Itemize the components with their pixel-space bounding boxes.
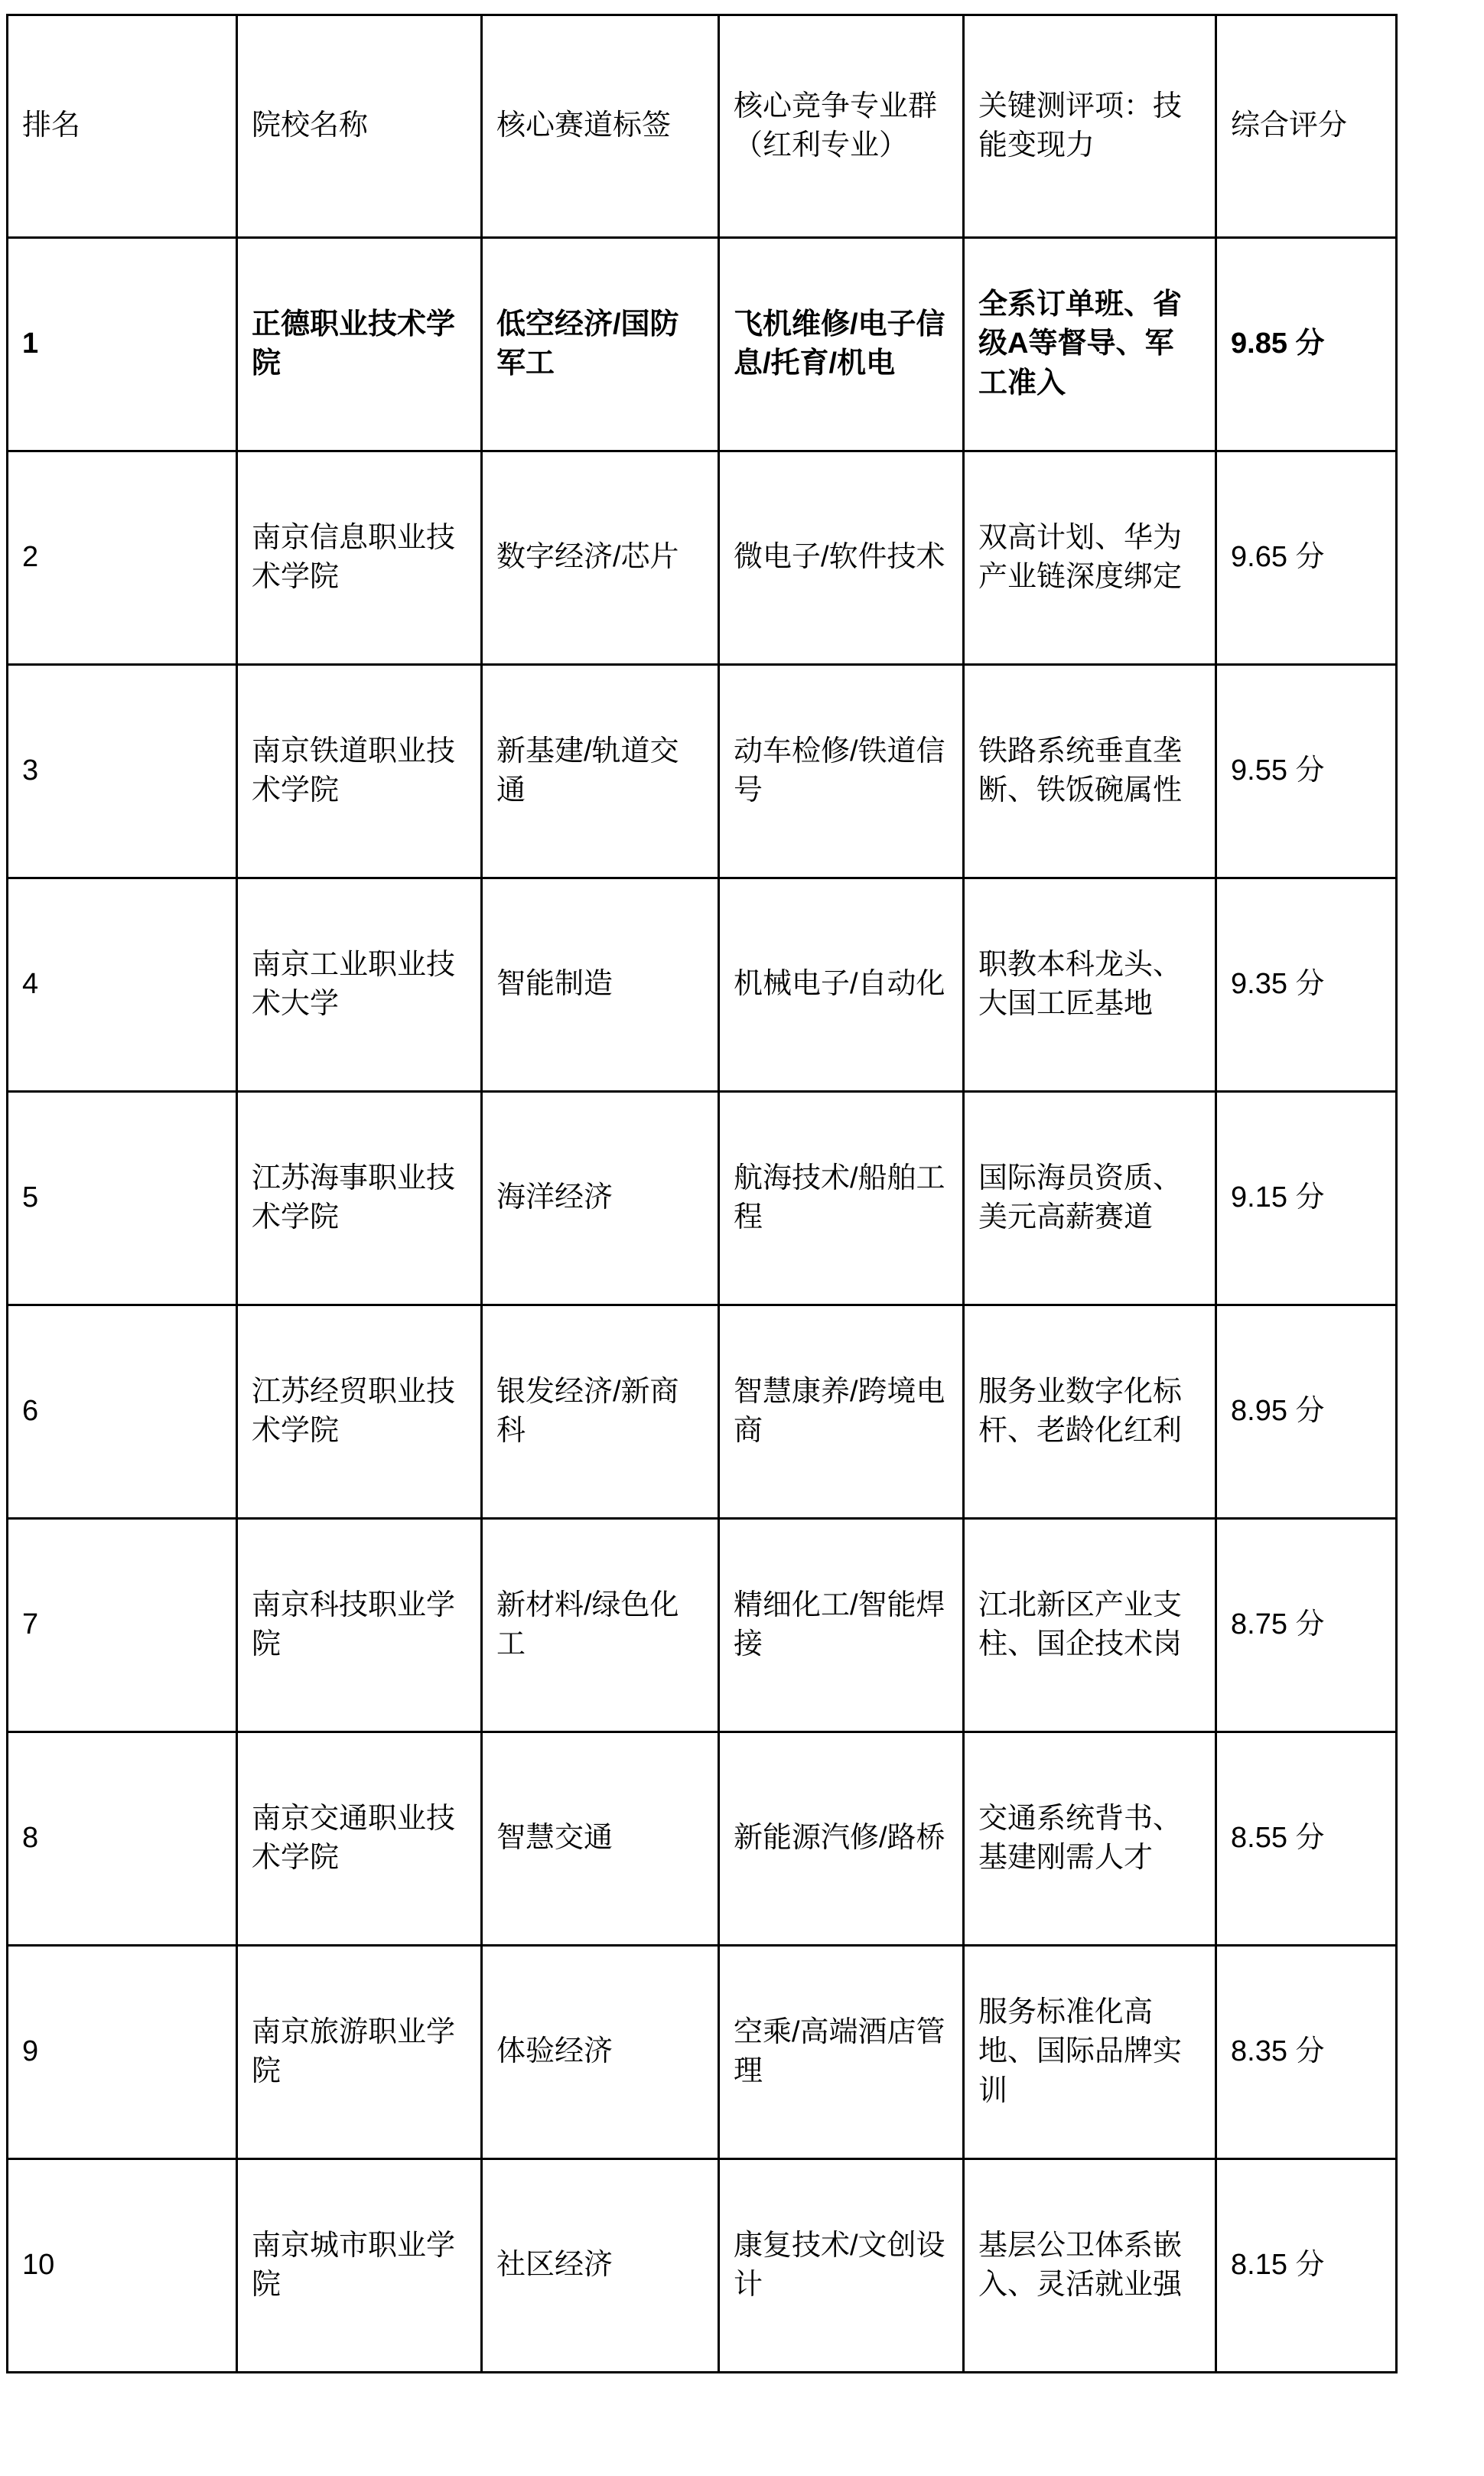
cell-school: 南京科技职业学院 [237, 1519, 482, 1732]
cell-majors: 航海技术/船舶工程 [719, 1092, 964, 1305]
cell-track: 海洋经济 [482, 1092, 719, 1305]
header-score: 综合评分 [1216, 15, 1397, 238]
cell-track: 社区经济 [482, 2159, 719, 2373]
header-majors: 核心竞争专业群（红利专业） [719, 15, 964, 238]
cell-score: 9.85 分 [1216, 238, 1397, 451]
cell-track: 低空经济/国防军工 [482, 238, 719, 451]
cell-score: 9.35 分 [1216, 878, 1397, 1092]
table-row [8, 1519, 1397, 1732]
table-row [8, 1946, 1397, 2159]
cell-rank: 1 [8, 238, 237, 451]
cell-metric: 铁路系统垂直垄断、铁饭碗属性 [964, 665, 1216, 878]
cell-score: 8.95 分 [1216, 1305, 1397, 1519]
cell-majors: 空乘/高端酒店管理 [719, 1946, 964, 2159]
cell-school: 江苏经贸职业技术学院 [237, 1305, 482, 1519]
college-ranking-table [6, 14, 1398, 2373]
table-row [8, 238, 1397, 451]
table-row [8, 878, 1397, 1092]
cell-rank: 4 [8, 878, 237, 1092]
cell-rank: 10 [8, 2159, 237, 2373]
table-row [8, 451, 1397, 665]
cell-metric: 职教本科龙头、大国工匠基地 [964, 878, 1216, 1092]
cell-school: 南京铁道职业技术学院 [237, 665, 482, 878]
cell-school: 南京信息职业技术学院 [237, 451, 482, 665]
cell-majors: 新能源汽修/路桥 [719, 1732, 964, 1946]
cell-metric: 服务标准化高地、国际品牌实训 [964, 1946, 1216, 2159]
cell-track: 新材料/绿色化工 [482, 1519, 719, 1732]
cell-rank: 9 [8, 1946, 237, 2159]
cell-metric: 国际海员资质、美元高薪赛道 [964, 1092, 1216, 1305]
table-row [8, 2159, 1397, 2373]
table-row [8, 665, 1397, 878]
header-school: 院校名称 [237, 15, 482, 238]
cell-majors: 康复技术/文创设计 [719, 2159, 964, 2373]
cell-rank: 2 [8, 451, 237, 665]
cell-school: 南京工业职业技术大学 [237, 878, 482, 1092]
cell-school: 南京交通职业技术学院 [237, 1732, 482, 1946]
cell-metric: 江北新区产业支柱、国企技术岗 [964, 1519, 1216, 1732]
cell-metric: 交通系统背书、基建刚需人才 [964, 1732, 1216, 1946]
cell-metric: 服务业数字化标杆、老龄化红利 [964, 1305, 1216, 1519]
cell-score: 9.55 分 [1216, 665, 1397, 878]
cell-majors: 智慧康养/跨境电商 [719, 1305, 964, 1519]
cell-metric: 全系订单班、省级A等督导、军工准入 [964, 238, 1216, 451]
table-header-row [8, 15, 1397, 238]
cell-majors: 微电子/软件技术 [719, 451, 964, 665]
cell-school: 正德职业技术学院 [237, 238, 482, 451]
cell-score: 8.35 分 [1216, 1946, 1397, 2159]
cell-rank: 6 [8, 1305, 237, 1519]
cell-track: 新基建/轨道交通 [482, 665, 719, 878]
cell-score: 8.55 分 [1216, 1732, 1397, 1946]
cell-rank: 8 [8, 1732, 237, 1946]
table-row [8, 1092, 1397, 1305]
cell-track: 智能制造 [482, 878, 719, 1092]
cell-track: 体验经济 [482, 1946, 719, 2159]
cell-majors: 机械电子/自动化 [719, 878, 964, 1092]
cell-score: 8.75 分 [1216, 1519, 1397, 1732]
cell-majors: 精细化工/智能焊接 [719, 1519, 964, 1732]
cell-school: 南京旅游职业学院 [237, 1946, 482, 2159]
cell-track: 智慧交通 [482, 1732, 719, 1946]
table-body [8, 15, 1397, 2373]
header-metric: 关键测评项：技能变现力 [964, 15, 1216, 238]
cell-rank: 7 [8, 1519, 237, 1732]
cell-majors: 动车检修/铁道信号 [719, 665, 964, 878]
cell-metric: 双高计划、华为产业链深度绑定 [964, 451, 1216, 665]
header-rank: 排名 [8, 15, 237, 238]
cell-rank: 3 [8, 665, 237, 878]
cell-score: 8.15 分 [1216, 2159, 1397, 2373]
cell-school: 南京城市职业学院 [237, 2159, 482, 2373]
table-row [8, 1732, 1397, 1946]
cell-metric: 基层公卫体系嵌入、灵活就业强 [964, 2159, 1216, 2373]
cell-score: 9.65 分 [1216, 451, 1397, 665]
cell-rank: 5 [8, 1092, 237, 1305]
cell-majors: 飞机维修/电子信息/托育/机电 [719, 238, 964, 451]
table-row [8, 1305, 1397, 1519]
cell-track: 银发经济/新商科 [482, 1305, 719, 1519]
header-track: 核心赛道标签 [482, 15, 719, 238]
cell-school: 江苏海事职业技术学院 [237, 1092, 482, 1305]
cell-track: 数字经济/芯片 [482, 451, 719, 665]
cell-score: 9.15 分 [1216, 1092, 1397, 1305]
